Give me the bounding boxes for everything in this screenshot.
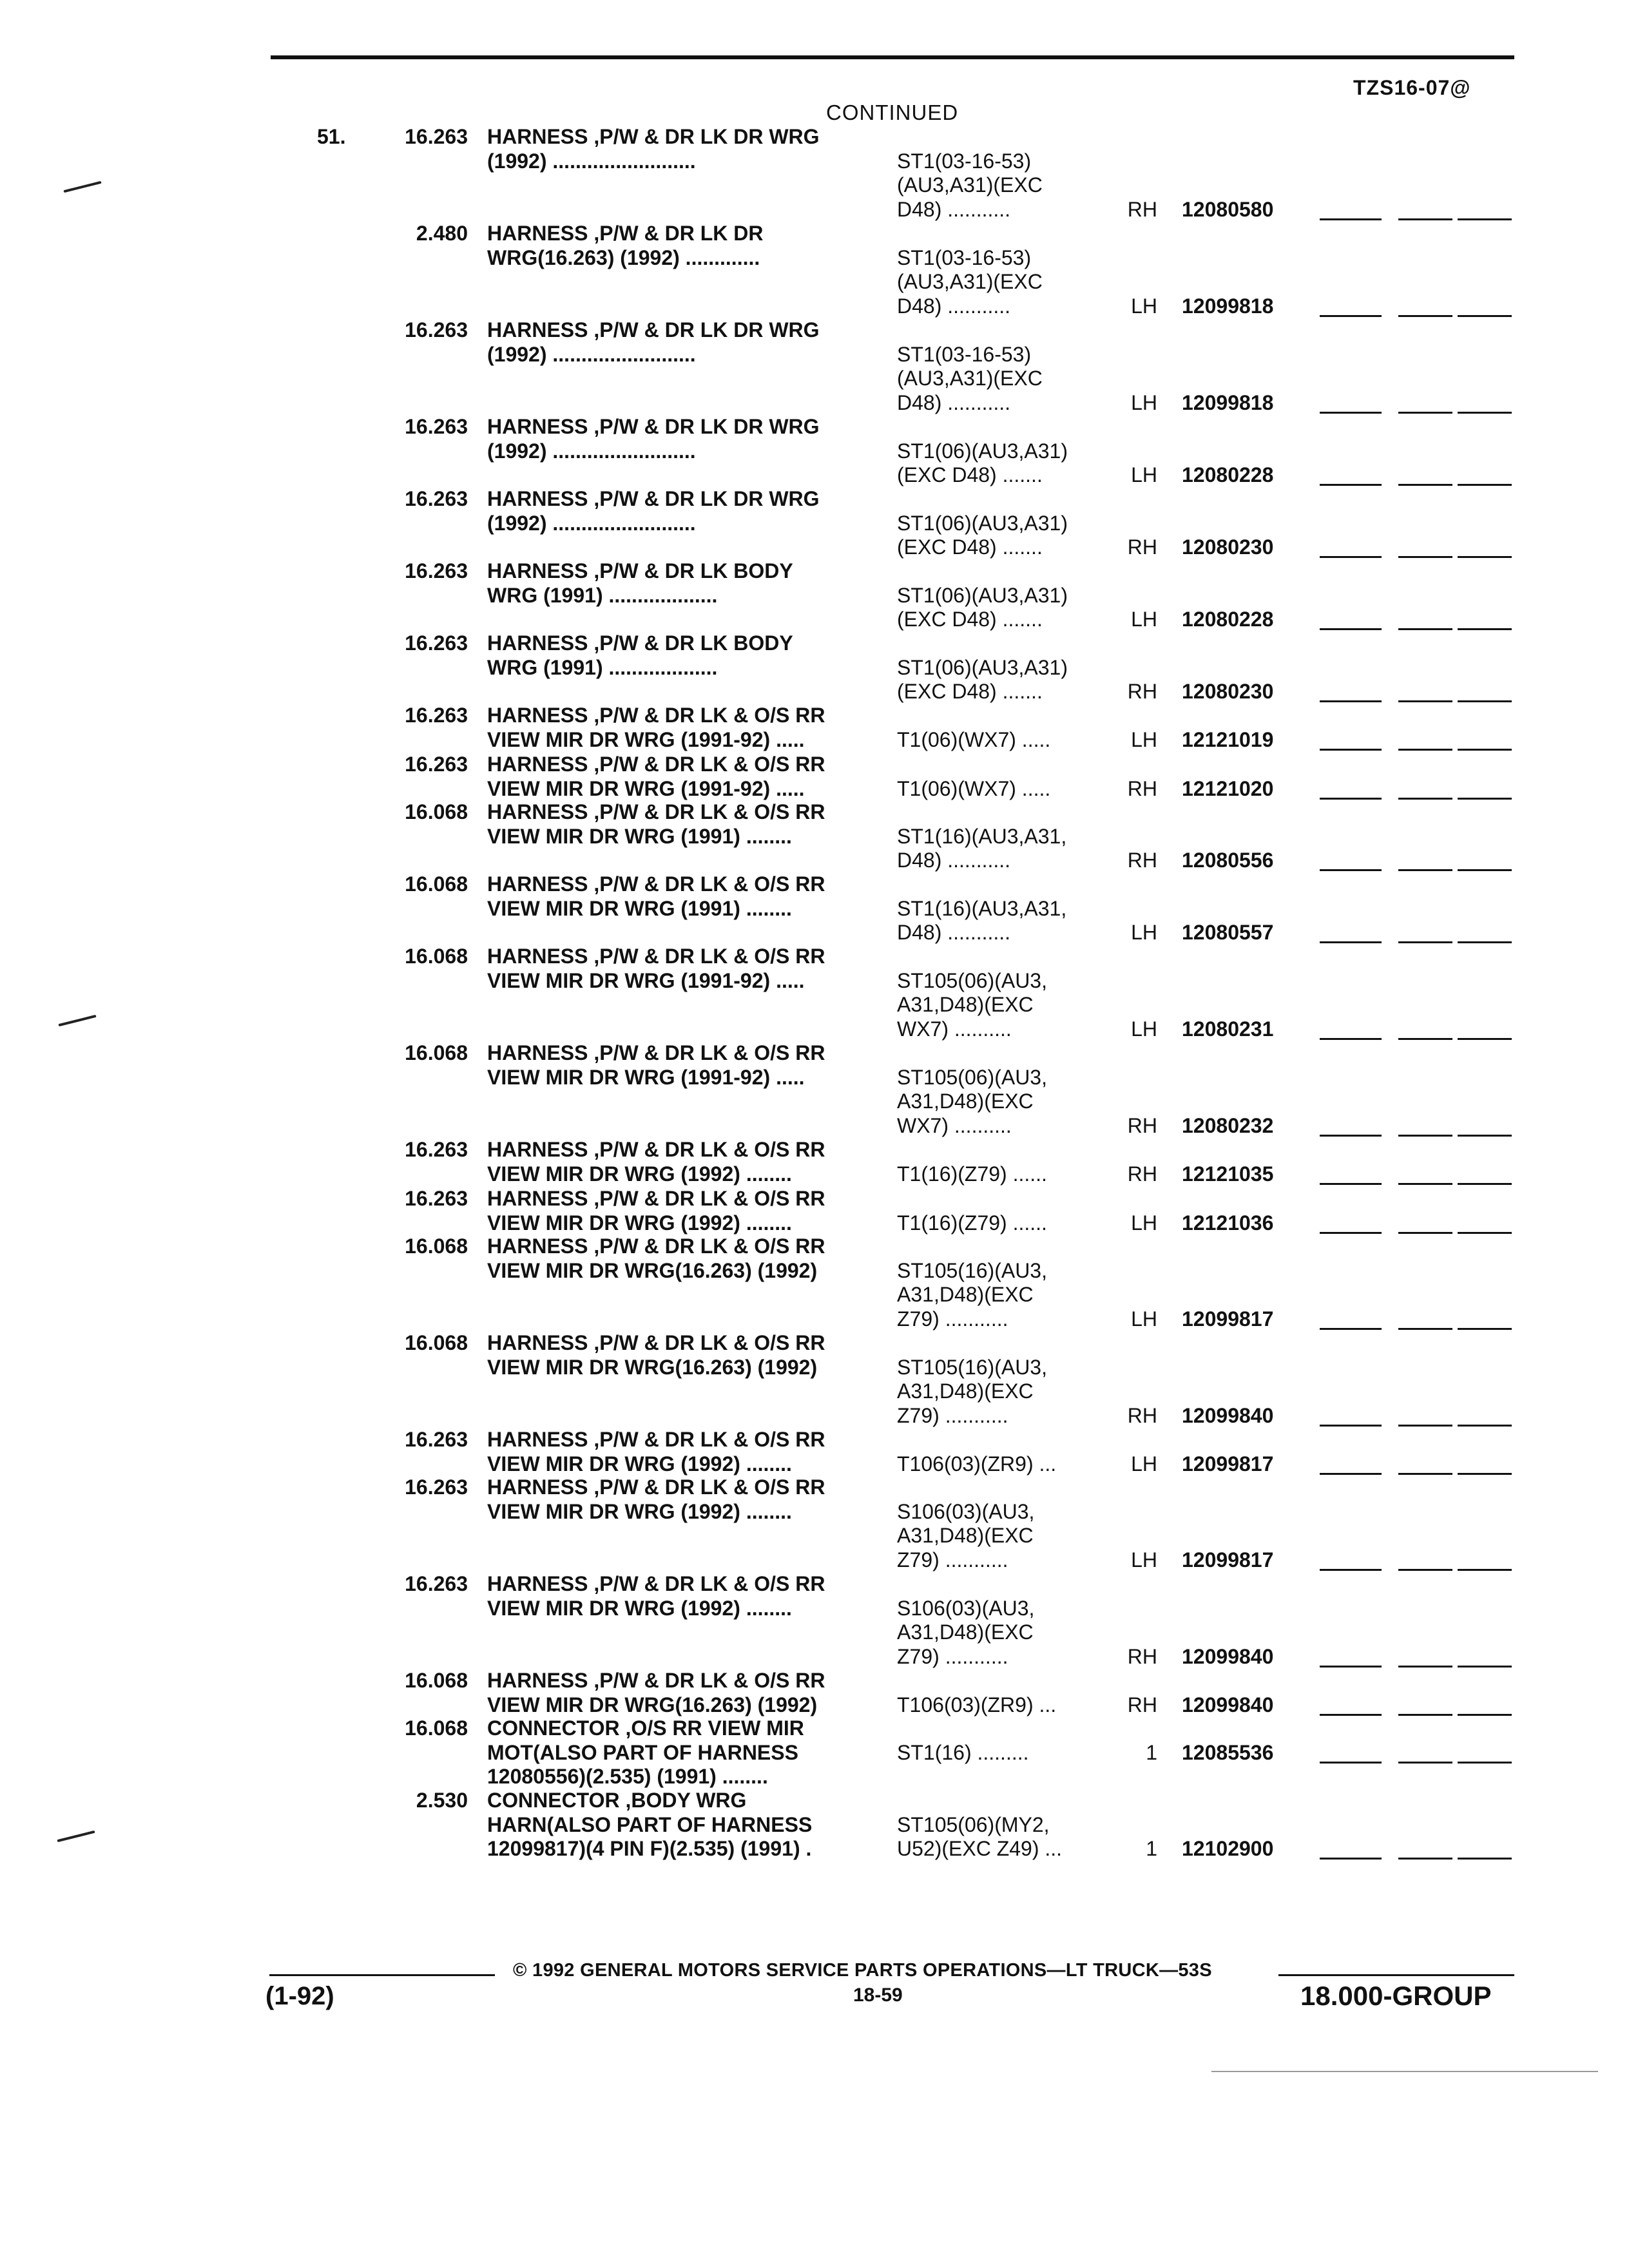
part-number: 12080557	[1182, 921, 1274, 944]
part-description: HARNESS ,P/W & DR LK & O/S RR	[487, 1138, 825, 1161]
usage-code: ST1(03-16-53)	[897, 149, 1032, 173]
part-number: 12099840	[1182, 1693, 1274, 1716]
part-description: HARNESS ,P/W & DR LK & O/S RR	[487, 753, 825, 776]
usage-code: A31,D48)(EXC	[897, 1090, 1034, 1113]
bottom-faint-rule	[1211, 2071, 1598, 2072]
continued-label: CONTINUED	[826, 101, 959, 124]
part-number: 12080230	[1182, 680, 1274, 703]
part-description: HARNESS ,P/W & DR LK & O/S RR	[487, 1475, 825, 1499]
part-description: 12080556)(2.535) (1991) ........	[487, 1765, 768, 1788]
order-blank	[1320, 315, 1382, 317]
order-blank	[1398, 1135, 1452, 1137]
usage-code: (EXC D48) .......	[897, 463, 1043, 486]
ref-number: 16.068	[405, 800, 468, 823]
ref-number: 16.263	[405, 1572, 468, 1595]
usage-code: ST105(06)(AU3,	[897, 1065, 1047, 1089]
usage-code: T106(03)(ZR9) ...	[897, 1452, 1057, 1475]
part-description: 12099817)(4 PIN F)(2.535) (1991) .	[487, 1837, 812, 1860]
part-number: 12099840	[1182, 1644, 1274, 1668]
catalog-code: TZS16-07@	[1353, 76, 1471, 99]
ref-number: 16.263	[405, 1475, 468, 1499]
part-description: VIEW MIR DR WRG(16.263) (1992)	[487, 1258, 818, 1282]
quantity: LH	[1131, 1307, 1157, 1331]
usage-code: Z79) ...........	[897, 1307, 1008, 1331]
order-blank	[1320, 1183, 1382, 1185]
order-blank	[1320, 1232, 1382, 1234]
usage-code: D48) ...........	[897, 849, 1011, 872]
order-blank	[1398, 1473, 1452, 1475]
order-blank	[1320, 1038, 1382, 1040]
part-description: HARNESS ,P/W & DR LK DR WRG	[487, 318, 820, 341]
usage-code: (EXC D48) .......	[897, 535, 1043, 559]
usage-code: ST105(16)(AU3,	[897, 1355, 1047, 1379]
order-blank	[1320, 1328, 1382, 1330]
usage-code: ST1(03-16-53)	[897, 245, 1032, 269]
usage-code: Z79) ...........	[897, 1548, 1008, 1571]
part-number: 12080556	[1182, 849, 1274, 872]
usage-code: WX7) ..........	[897, 1113, 1012, 1137]
order-blank	[1398, 749, 1452, 751]
order-blank	[1398, 628, 1452, 630]
order-blank	[1398, 941, 1452, 943]
quantity: LH	[1131, 1017, 1157, 1041]
part-description: WRG (1991) ...................	[487, 655, 718, 679]
quantity: LH	[1131, 294, 1157, 318]
usage-code: Z79) ...........	[897, 1403, 1008, 1427]
quantity: RH	[1127, 849, 1157, 872]
order-blank	[1458, 1232, 1512, 1234]
order-blank	[1320, 556, 1382, 558]
order-blank	[1458, 412, 1512, 414]
order-blank	[1398, 1762, 1452, 1763]
usage-code: ST1(16)(AU3,A31,	[897, 896, 1067, 920]
part-description: HARNESS ,P/W & DR LK & O/S RR	[487, 800, 825, 823]
quantity: LH	[1131, 921, 1157, 944]
ref-number: 2.480	[416, 222, 468, 245]
order-blank	[1320, 1135, 1382, 1137]
part-description: CONNECTOR ,BODY WRG	[487, 1789, 747, 1812]
order-blank	[1458, 628, 1512, 630]
order-blank	[1458, 1038, 1512, 1040]
part-description: VIEW MIR DR WRG (1992) ........	[487, 1452, 792, 1475]
part-description: HARNESS ,P/W & DR LK & O/S RR	[487, 1331, 825, 1354]
part-number: 12099817	[1182, 1307, 1274, 1331]
usage-code: S106(03)(AU3,	[897, 1499, 1035, 1523]
margin-mark	[57, 1831, 95, 1842]
part-description: VIEW MIR DR WRG(16.263) (1992)	[487, 1693, 818, 1716]
usage-code: (AU3,A31)(EXC	[897, 173, 1043, 197]
ref-number: 16.068	[405, 1716, 468, 1740]
part-description: HARNESS ,P/W & DR LK & O/S RR	[487, 1041, 825, 1064]
part-description: VIEW MIR DR WRG (1991) ........	[487, 824, 792, 848]
ref-number: 16.068	[405, 1669, 468, 1692]
part-description: HARNESS ,P/W & DR LK & O/S RR	[487, 945, 825, 968]
order-blank	[1320, 1425, 1382, 1427]
usage-code: T1(16)(Z79) ......	[897, 1162, 1047, 1186]
ref-number: 16.068	[405, 1331, 468, 1354]
order-blank	[1398, 1328, 1452, 1330]
order-blank	[1458, 941, 1512, 943]
order-blank	[1458, 1473, 1512, 1475]
part-description: HARNESS ,P/W & DR LK BODY	[487, 631, 793, 655]
order-blank	[1320, 628, 1382, 630]
part-number: 12080231	[1182, 1017, 1274, 1041]
order-blank	[1398, 1425, 1452, 1427]
part-number: 12099817	[1182, 1452, 1274, 1475]
order-blank	[1458, 749, 1512, 751]
part-description: VIEW MIR DR WRG (1991-92) .....	[487, 968, 805, 992]
quantity: RH	[1127, 1113, 1157, 1137]
usage-code: ST105(16)(AU3,	[897, 1258, 1047, 1282]
order-blank	[1320, 218, 1382, 220]
part-description: HARN(ALSO PART OF HARNESS	[487, 1812, 813, 1836]
order-blank	[1458, 869, 1512, 871]
part-number: 12080580	[1182, 197, 1274, 221]
order-blank	[1458, 798, 1512, 800]
order-blank	[1458, 315, 1512, 317]
ref-number: 16.263	[405, 753, 468, 776]
usage-code: ST1(06)(AU3,A31)	[897, 439, 1068, 463]
usage-code: ST1(06)(AU3,A31)	[897, 511, 1068, 535]
part-description: VIEW MIR DR WRG(16.263) (1992)	[487, 1355, 818, 1379]
order-blank	[1458, 556, 1512, 558]
footer-rule-right	[1278, 1974, 1514, 1976]
order-blank	[1398, 315, 1452, 317]
usage-code: D48) ...........	[897, 390, 1011, 414]
part-description: VIEW MIR DR WRG (1992) ........	[487, 1162, 792, 1186]
quantity: RH	[1127, 1693, 1157, 1716]
order-blank	[1398, 869, 1452, 871]
ref-number: 16.263	[405, 559, 468, 582]
part-description: MOT(ALSO PART OF HARNESS	[487, 1740, 798, 1764]
usage-code: ST1(06)(AU3,A31)	[897, 583, 1068, 607]
usage-code: T1(06)(WX7) .....	[897, 727, 1051, 751]
part-description: (1992) .........................	[487, 511, 696, 535]
order-blank	[1458, 484, 1512, 486]
part-description: HARNESS ,P/W & DR LK & O/S RR	[487, 1572, 825, 1595]
copyright-line: © 1992 GENERAL MOTORS SERVICE PARTS OPERATIONS—LT TRUCK—53S	[513, 1960, 1212, 1981]
ref-number: 16.263	[405, 415, 468, 438]
usage-code: A31,D48)(EXC	[897, 1524, 1034, 1547]
usage-code: A31,D48)(EXC	[897, 1283, 1034, 1306]
quantity: LH	[1131, 727, 1157, 751]
usage-code: T106(03)(ZR9) ...	[897, 1693, 1057, 1716]
ref-number: 16.263	[405, 1428, 468, 1451]
quantity: RH	[1127, 1403, 1157, 1427]
part-description: (1992) .........................	[487, 342, 696, 366]
part-description: (1992) .........................	[487, 149, 696, 173]
ref-number: 16.263	[405, 487, 468, 510]
part-description: VIEW MIR DR WRG (1992) ........	[487, 1499, 792, 1523]
order-blank	[1458, 1569, 1512, 1571]
usage-code: A31,D48)(EXC	[897, 1620, 1034, 1644]
part-description: HARNESS ,P/W & DR LK & O/S RR	[487, 872, 825, 896]
part-description: HARNESS ,P/W & DR LK DR WRG	[487, 415, 820, 438]
order-blank	[1458, 1714, 1512, 1716]
part-description: HARNESS ,P/W & DR LK DR WRG	[487, 487, 820, 510]
order-blank	[1320, 798, 1382, 800]
part-number: 12121036	[1182, 1211, 1274, 1235]
order-blank	[1458, 1762, 1512, 1763]
usage-code: U52)(EXC Z49) ...	[897, 1837, 1063, 1860]
usage-code: ST105(06)(MY2,	[897, 1812, 1050, 1836]
usage-code: ST1(16) .........	[897, 1740, 1029, 1764]
order-blank	[1458, 1135, 1512, 1137]
ref-number: 16.068	[405, 945, 468, 968]
order-blank	[1398, 700, 1452, 702]
ref-number: 16.068	[405, 1235, 468, 1258]
ref-number: 2.530	[416, 1789, 468, 1812]
top-rule	[271, 55, 1514, 59]
ref-number: 16.263	[405, 125, 468, 148]
quantity: 1	[1146, 1740, 1157, 1764]
order-blank	[1320, 484, 1382, 486]
part-description: CONNECTOR ,O/S RR VIEW MIR	[487, 1716, 804, 1740]
usage-code: ST1(06)(AU3,A31)	[897, 655, 1068, 679]
part-description: HARNESS ,P/W & DR LK & O/S RR	[487, 1187, 825, 1210]
part-description: (1992) .........................	[487, 439, 696, 463]
quantity: LH	[1131, 1211, 1157, 1235]
order-blank	[1458, 1858, 1512, 1860]
order-blank	[1458, 218, 1512, 220]
part-description: HARNESS ,P/W & DR LK BODY	[487, 559, 793, 582]
part-description: VIEW MIR DR WRG (1991-92) .....	[487, 1065, 805, 1089]
footer-rule-left	[269, 1974, 495, 1976]
part-number: 12121019	[1182, 727, 1274, 751]
quantity: 1	[1146, 1837, 1157, 1860]
usage-code: (EXC D48) .......	[897, 608, 1043, 631]
quantity: LH	[1131, 390, 1157, 414]
part-number: 12080228	[1182, 608, 1274, 631]
part-description: HARNESS ,P/W & DR LK & O/S RR	[487, 1428, 825, 1451]
order-blank	[1398, 556, 1452, 558]
quantity: RH	[1127, 197, 1157, 221]
part-number: 12099818	[1182, 390, 1274, 414]
group-code: 18.000-GROUP	[1300, 1981, 1492, 2011]
part-description: WRG (1991) ...................	[487, 583, 718, 607]
order-blank	[1458, 1425, 1512, 1427]
usage-code: (EXC D48) .......	[897, 680, 1043, 703]
part-description: VIEW MIR DR WRG (1992) ........	[487, 1596, 792, 1620]
order-blank	[1398, 1666, 1452, 1667]
part-description: WRG(16.263) (1992) .............	[487, 245, 760, 269]
usage-code: WX7) ..........	[897, 1017, 1012, 1041]
ref-number: 16.068	[405, 872, 468, 896]
quantity: LH	[1131, 1452, 1157, 1475]
ref-number: 16.068	[405, 1041, 468, 1064]
order-blank	[1320, 412, 1382, 414]
order-blank	[1320, 700, 1382, 702]
quantity: LH	[1131, 608, 1157, 631]
part-description: HARNESS ,P/W & DR LK DR	[487, 222, 764, 245]
order-blank	[1398, 1569, 1452, 1571]
usage-code: ST1(03-16-53)	[897, 342, 1032, 366]
order-blank	[1398, 798, 1452, 800]
part-number: 12102900	[1182, 1837, 1274, 1860]
part-number: 12099817	[1182, 1548, 1274, 1571]
part-number: 12085536	[1182, 1740, 1274, 1764]
part-description: VIEW MIR DR WRG (1991) ........	[487, 896, 792, 920]
usage-code: T1(16)(Z79) ......	[897, 1211, 1047, 1235]
item-number: 51.	[317, 125, 346, 148]
usage-code: D48) ...........	[897, 921, 1011, 944]
margin-mark	[63, 181, 101, 193]
order-blank	[1458, 700, 1512, 702]
revision-date: (1-92)	[265, 1982, 334, 2010]
page-number: 18-59	[853, 1984, 903, 2006]
ref-number: 16.263	[405, 704, 468, 727]
order-blank	[1320, 1473, 1382, 1475]
part-number: 12121020	[1182, 776, 1274, 800]
order-blank	[1320, 1569, 1382, 1571]
part-number: 12099840	[1182, 1403, 1274, 1427]
usage-code: A31,D48)(EXC	[897, 993, 1034, 1016]
part-number: 12080232	[1182, 1113, 1274, 1137]
order-blank	[1458, 1328, 1512, 1330]
part-number: 12080228	[1182, 463, 1274, 486]
usage-code: (AU3,A31)(EXC	[897, 367, 1043, 390]
usage-code: S106(03)(AU3,	[897, 1596, 1035, 1620]
usage-code: (AU3,A31)(EXC	[897, 270, 1043, 293]
part-description: HARNESS ,P/W & DR LK & O/S RR	[487, 1669, 825, 1692]
part-description: HARNESS ,P/W & DR LK DR WRG	[487, 125, 820, 148]
quantity: LH	[1131, 1548, 1157, 1571]
part-number: 12080230	[1182, 535, 1274, 559]
order-blank	[1398, 1038, 1452, 1040]
quantity: RH	[1127, 776, 1157, 800]
usage-code: T1(06)(WX7) .....	[897, 776, 1051, 800]
usage-code: D48) ...........	[897, 197, 1011, 221]
quantity: RH	[1127, 1162, 1157, 1186]
order-blank	[1398, 1183, 1452, 1185]
order-blank	[1398, 1232, 1452, 1234]
quantity: RH	[1127, 680, 1157, 703]
order-blank	[1398, 412, 1452, 414]
quantity: LH	[1131, 463, 1157, 486]
order-blank	[1398, 1858, 1452, 1860]
usage-code: A31,D48)(EXC	[897, 1379, 1034, 1403]
ref-number: 16.263	[405, 1187, 468, 1210]
order-blank	[1398, 1714, 1452, 1716]
order-blank	[1458, 1666, 1512, 1667]
order-blank	[1320, 1666, 1382, 1667]
ref-number: 16.263	[405, 1138, 468, 1161]
order-blank	[1320, 941, 1382, 943]
order-blank	[1458, 1183, 1512, 1185]
usage-code: ST105(06)(AU3,	[897, 968, 1047, 992]
order-blank	[1320, 749, 1382, 751]
quantity: RH	[1127, 535, 1157, 559]
order-blank	[1320, 1714, 1382, 1716]
part-number: 12099818	[1182, 294, 1274, 318]
ref-number: 16.263	[405, 318, 468, 341]
usage-code: ST1(16)(AU3,A31,	[897, 824, 1067, 848]
ref-number: 16.263	[405, 631, 468, 655]
order-blank	[1398, 484, 1452, 486]
order-blank	[1320, 1762, 1382, 1763]
order-blank	[1398, 218, 1452, 220]
part-description: VIEW MIR DR WRG (1991-92) .....	[487, 727, 805, 751]
part-number: 12121035	[1182, 1162, 1274, 1186]
part-description: HARNESS ,P/W & DR LK & O/S RR	[487, 704, 825, 727]
margin-mark	[58, 1015, 96, 1026]
order-blank	[1320, 869, 1382, 871]
usage-code: D48) ...........	[897, 294, 1011, 318]
part-description: VIEW MIR DR WRG (1992) ........	[487, 1211, 792, 1235]
quantity: RH	[1127, 1644, 1157, 1668]
order-blank	[1320, 1858, 1382, 1860]
usage-code: Z79) ...........	[897, 1644, 1008, 1668]
part-description: VIEW MIR DR WRG (1991-92) .....	[487, 776, 805, 800]
part-description: HARNESS ,P/W & DR LK & O/S RR	[487, 1235, 825, 1258]
